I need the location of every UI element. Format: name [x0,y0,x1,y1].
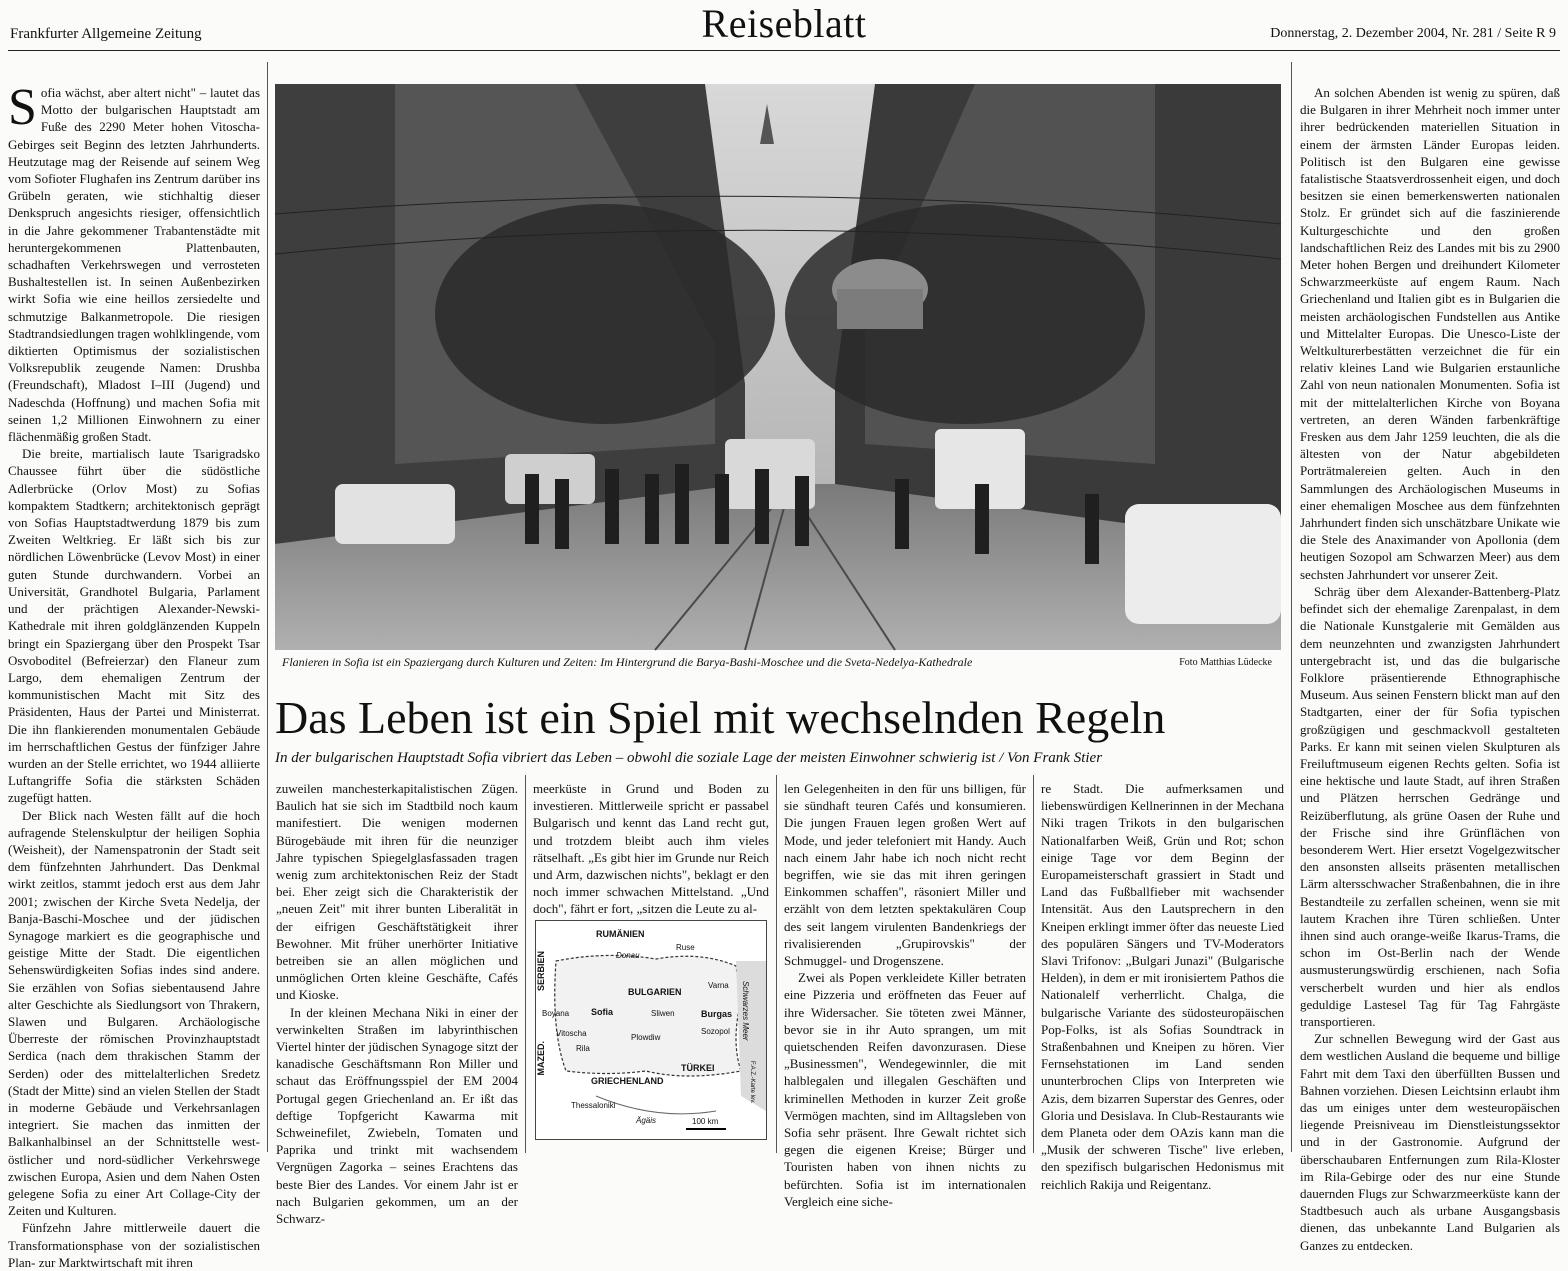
photo-caption: Flanieren in Sofia ist ein Spaziergang durch Kulturen und Zeiten: Im Hintergrund die Barya-Bashi-Moschee und die Sveta-Nedelya-Kathedrale [282,655,973,669]
column-divider [267,62,268,1152]
article-column-3 [533,780,769,915]
article-column-5 [1041,780,1284,1192]
bulgaria-map [535,920,767,1140]
map-label-vitoscha: Vitoscha [556,1029,587,1038]
map-label-sofia: Sofia [591,1007,614,1017]
column-divider [525,775,526,1153]
map-label-sozopol: Sozopol [701,1027,730,1036]
paragraph: ofia wächst, aber altert nicht" – lautet das Motto der bulgarischen Hauptstadt am Fuße des 2290 Meter hohen Vitoscha-Gebirges seit Beginn des letzten Jahrhunderts. Heutzutage mag der Reisende auf seinem Weg vom Sofioter Flughafen ins Zentrum darüber ins Grübeln geraten, wie stichhaltig dieser Denkspruch angesichts riesiger, offensichtlich in die Jahre gekommener Trabantenstädte mit heruntergekommenen Plattenbauten, schadhaften Verkehrswegen und verrosteten Bushaltestellen ist. In seinen Außenbezirken wirkt Sofia wie eine heillos zersiedelte und schmutzige Balkanmetropole. Die riesigen Stadtrandsiedlungen tragen wohlklingende, vom diktierten Optimismus der sozialistischen Volksrepublik zeugende Namen: Drushba (Freundschaft), Mladost I–III (Jugend) und Nadeschda (Hoffnung) und machen Sofia mit seinen 1,2 Millionen Einwohnern zu einer flächenmäßig großen Stadt. [8,85,261,445]
map-label-burgas: Burgas [701,1009,733,1019]
map-label-rila: Rila [576,1044,590,1053]
map-label-black-sea: Schwarzes Meer [741,981,750,1041]
paragraph: Der Blick nach Westen fällt auf die hoch aufragende Stelenskulptur der heiligen Sophia (Weisheit), der Namenspatronin der Stadt seit dem fünfzehnten Jahrhundert. Das Denkmal wirkt zeitlos, stammt jedoch erst aus dem Jahr 2001; zwischen der Kirche Sveta Nedelja, der Banja-Baschi-Moschee und der jüdischen Synagoge markiert es die geographische und geistige Mitte der Stadt. Die eigentlichen Sehenswürdigkeiten Sofias indes sind andere. Sie erzählen von Sofias siebentausend Jahre alter Geschichte als Siedlungsort von Thrakern, Slawen und Bulgaren. Archäologische Überreste der römischen Provinzhauptstadt Serdica (nach dem thrakischen Stamm der Serden) oder des mittelalterlichen Sredetz (Stadt der Mitte) sind an vielen Stellen der Stadt in moderne Gebäude und Verkehrsanlagen integriert. Sie machen das inmitten der Balkanhalbinsel an der Schnittstelle west-östlicher und nord-südlicher Verkehrswege zwischen Europa, Asien und dem Nahen Osten gelegene Sofia zu einer Art Collage-City der Zeiten und Kulturen. [8,807,260,1219]
map-label-danube: Donau [616,951,640,960]
paragraph: Zur schnellen Bewegung wird der Gast aus dem westlichen Ausland die bequeme und billige Fahrt mit dem Taxi den überfüllten Bussen und Bahnen vorziehen. Diesen Leichtsinn erlaubt ihm das um einiges unter dem westeuropäischen liegende Preisniveau im Dienstleistungssektor und in der Gastronomie. Aufgrund der überschaubaren Entfernungen zum Rila-Kloster im Rila-Gebirge oder des nur eine Stunde dauernden Flugs zur Schwarzmeerküste kann der Stadtbesuch auch als urbane Ausgangsbasis dienen, das unbekannte Land Bulgarien als Ganzes zu entdecken. [1300,1031,1560,1253]
paragraph: len Gelegenheiten in den für uns billigen, für sie sündhaft teuren Cafés und konsumieren. Die jungen Frauen legen großen Wert auf Mode, und jeder telefoniert mit Handy. Auch nach einem Jahr habe ich noch nicht recht begriffen, wie sie das mit ihren geringen Einkommen schaffen", räsoniert Miller und erzählt von dem letzten spektakulären Coup des seit langem virulenten Bandenkriegs der rivalisierenden „Grupirovskis" der Schmuggel- und Drogenszene. [784,781,1026,969]
paragraph: zuweilen manchesterkapitalistischen Zügen. Baulich hat sie sich im Stadtbild noch kaum manifestiert. Die wenigen modernen Bürogebäude mit ihren für die neunziger Jahre typischen Spiegelglasfassaden tragen wenig zum architektonischen Reiz der Stadt bei. Eher zeigt sich die Charakteristik der „neuen Zeit" mit ihrer bunten Liberalität in der eifrigen Geschäftstätigkeit ihrer Bewohner. Mit früher unerhörter Initiative betreiben sie an allen möglichen und unmöglichen Orten kleine Geschäfte, Cafés und Kioske. [276,781,518,1003]
column-divider [776,775,777,1153]
map-scale: 100 km [692,1117,719,1126]
map-label-bulgaria: BULGARIEN [628,987,682,997]
paragraph: An solchen Abenden ist wenig zu spüren, daß die Bulgaren in ihrer Mehrheit noch immer unter ihrer bedrückenden materiellen Situation in einem der ärmsten Länder Europas leiden. Politisch ist den Bulgaren eine gewisse fatalistische Staatsverdrossenheit eigen, und doch besitzen sie einen bemerkenswerten nationalen Stolz. Er gründet sich auf die faszinierende Kulturgeschichte und den großen landschaftlichen Reiz des Landes mit bis zu 2900 Meter hohen Bergen und dreihundert Kilometer Schwarzmeerküste auf engem Raum. Nach Griechenland und Italien gibt es in Bulgarien die meisten archäologischen Fundstellen aus Antike und Mittelalter Europas. Die Unesco-Liste der Weltkulturerbestätten verzeichnet die für ein relativ kleines Land wie Bulgarien erstaunliche Zahl von neun nationalen Monumenten. Sofia ist mit der mittelalterlichen Kirche von Boyana vertreten, an deren Wänden farbenkräftige Fresken aus dem Jahr 1259 leuchten, die als die ältesten von der Natur abgebildeten Porträtmalereien gelten. Auch in den Sammlungen des Archäologischen Museums in einer ehemaligen Moschee aus dem fünfzehnten Jahrhundert finden sich unschätzbare Unikate wie die Stele des Anaximander von Apollonia (dem heutigen Sozopol am Schwarzen Meer) aus dem sechsten Jahrhundert vor unserer Zeit. [1300,85,1560,582]
article-column-4 [784,780,1026,1209]
photo-illustration [275,84,1281,650]
article-column-2 [276,780,518,1227]
paragraph: Fünfzehn Jahre mittlerweile dauert die Transformationsphase von der sozialistischen Plan- zur Marktwirtschaft mit ihren [8,1220,260,1270]
map-label-serbia: SERBIEN [536,951,546,992]
map-label-aegean: Ägäis [636,1116,657,1125]
map-label-boyana: Boyana [542,1009,570,1018]
section-title: Reiseblatt [701,1,867,46]
photo-credit: Foto Matthias Lüdecke [1179,657,1272,668]
article-column-1 [8,79,261,1270]
map-label-romania: RUMÄNIEN [596,929,645,939]
masthead-rule [8,50,1560,51]
map-label-macedonia: MAZED. [536,1041,546,1076]
map-credit: F.A.Z.-Karte lev. [749,1061,755,1104]
newspaper-name: Frankfurter Allgemeine Zeitung [10,26,202,42]
paragraph: Zwei als Popen verkleidete Killer betraten eine Pizzeria und eröffneten das Feuer auf ihre Widersacher. Sie töteten zwei Männer, bevor sie in ihr Auto sprangen, um mit quietschenden Reifen davonzurasen. Diese „Businessmen", Wendegewinnler, die mit halblegalen und illegalen Geschäften und kriminellen Methoden in kurzer Zeit große Vermögen machten, sind im Alltagsleben von Sofia sehr präsent. Ihre Gewalt richtet sich gegen die eigenen Kreise; Bürger und Touristen haben von ihnen nichts zu befürchten. Sofia ist im internationalen Vergleich eine siche- [784,970,1026,1209]
map-label-plowdiw: Plowdiw [631,1033,661,1042]
paragraph: Schräg über dem Alexander-Battenberg-Platz befindet sich der ehemalige Zarenpalast, in dem die Nationale Kunstgalerie mit Gemälden aus dem neunzehnten und zwanzigsten Jahrhundert untergebracht ist, und das die bulgarische Folklore präsentierende Ethnographische Museum. Aus seinen Fenstern blickt man auf den Stadtgarten, einer der für Sofia typischen großzügigen und geschmackvoll gestalteten Parks. Er kann mit seinen vielen Skulpturen als Freiluftmuseum eigenen Rechts gelten. Sofia ist eine hektische und laute Stadt, auf ihren Straßen und Plätzen herrschen Gedränge und Reizüberflutung, als grüne Oasen der Ruhe und der Frische sind ihre Grünflächen von besonderem Wert. Hier ersetzt Vogelgezwitscher den ansonsten allseits präsenten metallischen Lärm altersschwacher Straßenbahnen, die in ihre Bestandteile zu zerfallen scheinen, wenn sie mit lautem Krachen ihre Türen schließen. Unter ihnen sind auch orange-weiße Ikarus-Trams, die schon im Ost-Berlin nach der Wende ausmusterungswürdig erschienen, nach Sofia verscherbelt wurden und hier als endlos geduldige Lastesel Tag für Tag Fahrgäste transportieren. [1300,583,1560,1029]
paragraph: Die breite, martialisch laute Tsarigradsko Chaussee führt über die südöstliche Adlerbrücke (Orlov Most) zu Sofias kompaktem Stadtkern; architektonisch geprägt von Sofias Hauptstadtwerdung 1879 bis zum Zweiten Weltkrieg. Er läßt sich bis zur nördlichen Löwenbrücke (Levov Most) in einer guten Stunde durchwandern. Vorbei an Universität, Grandhotel Bulgaria, Parlament und der prächtigen Alexander-Newski-Kathedrale mit ihren goldglänzenden Kuppeln bringt ein Spaziergang über den Prospekt Tsar Osvoboditel (Befreierzar) den Flaneur zum Largo, dem ehemaligen Zentrum der kommunistischen Macht mit Sitz des Präsidenten, Haus der Partei und Ministerrat. Die ihn flankierenden monumentalen Gebäude im herrschaftlichen Gestus der fünfziger Jahre wurden an der Stelle errichtet, wo 1944 alliierte Luftangriffe Sofia die stärksten Schäden zugefügt hatten. [8,446,260,806]
column-divider [1291,62,1292,1152]
article-column-6 [1300,84,1560,1253]
map-label-ruse: Ruse [676,943,695,952]
paragraph: re Stadt. Die aufmerksamen und liebenswürdigen Kellnerinnen in der Mechana Niki tragen Trikots in den bulgarischen Nationalfarben Weiß, Grün und Rot; schon einige Tage vor dem Beginn der Europameisterschaft grassiert in Stadt und Land das Fußballfieber mit wachsender Intensität. Aus den Lautsprechern in den Kneipen erklingt immer öfter das neueste Lied des populären Sängers und TV-Moderators Slavi Trifonov: „Bulgari Junazi" (Bulgarische Helden), in dem er mit ironisiertem Pathos die Nationalelf verherrlicht. Chalga, die bulgarische Variante des südosteuropäischen Pop-Folks, ist als Sofias Soundtrack in Straßenbahnen und Kneipen zu hören. Vier Fernsehstationen im Land senden ununterbrochen Clips von Interpreten wie Azis, dem bizarren Superstar des Genres, oder Gloria und Desislava. In Club-Restaurants wie dem Planeta oder dem OAzis kann man die „Musik der schweren Tische" live erleben, den spezifisch bulgarischen Hedonismus mit reichlich Rakija und Reigentanz. [1041,781,1284,1192]
article-subhead: In der bulgarischen Hauptstadt Sofia vibriert das Leben – obwohl die soziale Lage der meisten Einwohner schwierig ist / Von Frank Stier [275,750,1103,766]
map-label-greece: GRIECHENLAND [591,1076,664,1086]
map-label-sliwen: Sliwen [651,1009,675,1018]
article-headline: Das Leben ist ein Spiel mit wechselnden Regeln [275,692,1166,743]
drop-cap: S [8,79,37,136]
map-label-thessaloniki: Thessaloniki [571,1101,616,1110]
map-label-varna: Varna [708,981,729,990]
paragraph: In der kleinen Mechana Niki in einer der verwinkelten Straßen im labyrinthischen Viertel hinter der jüdischen Synagoge sitzt der kanadische Geschäftsmann Ron Miller und schaut das Eröffnungsspiel der EM 2004 Portugal gegen Griechenland an. Er ißt das deftige Topfgericht Kawarma mit Schweinefilet, Zwiebeln, Tomaten und Paprika und trinkt mit wachsendem Vergnügen Zagorka – seines Erachtens das beste Bier des Landes. Vor einem Jahr ist er nach Bulgarien gekommen, um an der Schwarz- [276,1004,518,1227]
street-photo [275,84,1281,650]
map-label-turkey: TÜRKEI [681,1063,715,1073]
dateline: Donnerstag, 2. Dezember 2004, Nr. 281 / Seite R 9 [1270,26,1556,41]
paragraph: meerküste in Grund und Boden zu investieren. Mittlerweile spricht er passabel Bulgarisch und kennt das Land recht gut, und trotzdem bleibt auch ihm vieles rätselhaft. „Es gibt hier im Grunde nur Reich und Arm, dazwischen nichts", beklagt er den noch immer schwachen Mittelstand. „Und doch", fährt er fort, „sitzen die Leute zu al- [533,781,769,917]
column-divider [1033,775,1034,1153]
